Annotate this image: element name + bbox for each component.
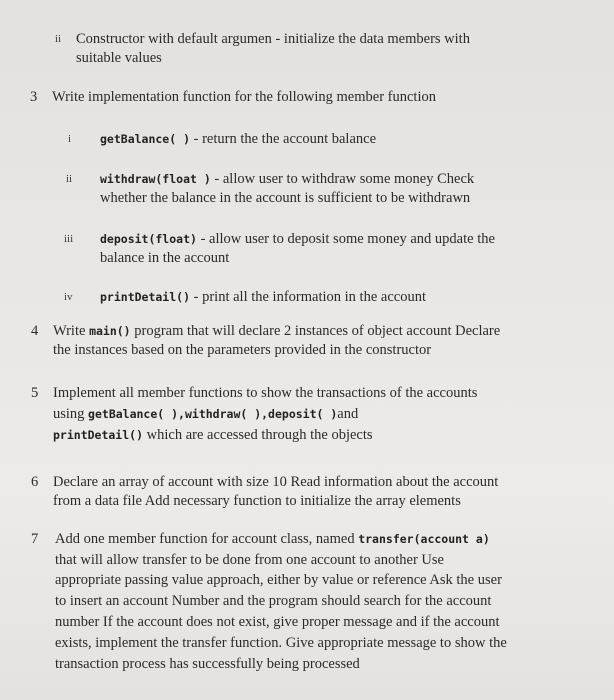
item7-line1-pre: Add one member function for account class, named (55, 531, 359, 547)
subitem-ii-text1: - allow user to withdraw some money Check (210, 171, 475, 187)
subitem-marker-ii: ii (66, 173, 73, 185)
item-number-5: 5 (31, 385, 39, 401)
item5-line2-pre: using (53, 406, 89, 422)
item5-line3-post: which are accessed through the objects (143, 427, 373, 443)
code-printdetail: printDetail() (100, 290, 191, 304)
subitem-marker-i: i (68, 133, 72, 145)
item3-text: Write implementation function for the following member function (52, 89, 436, 105)
item5-line3 (53, 426, 373, 445)
subitem-marker-iv: iv (64, 291, 73, 303)
item7-line6: exists, implement the transfer function. Give appropriate message to show the (55, 635, 507, 651)
item7-line5: number If the account does not exist, give proper message and if the account (55, 614, 500, 630)
code-member-functions: getBalance( ),withdraw( ),deposit( ) (88, 407, 338, 421)
item-number-7: 7 (31, 531, 39, 547)
item7-line4: to insert an account Number and the program should search for the account (55, 593, 492, 609)
item-number-3: 3 (30, 89, 38, 105)
subitem-iv-line (100, 288, 426, 307)
subitem-iii-line2: balance in the account (100, 250, 230, 266)
subitem-ii-line1 (100, 170, 474, 189)
code-withdraw: withdraw(float ) (100, 172, 211, 186)
subitem-i-line (100, 130, 376, 149)
item7-line7: transaction process has successfully being processed (55, 656, 360, 672)
code-getbalance: getBalance( ) (100, 132, 191, 146)
subitem-iii-text1: - allow user to deposit some money and update the (196, 231, 495, 247)
constructor-text-line2: suitable values (76, 50, 162, 66)
item7-line1 (55, 530, 490, 549)
item6-line2: from a data file Add necessary function to initialize the array elements (53, 493, 461, 509)
subitem-ii-line2: whether the balance in the account is sufficient to be withdrawn (100, 190, 471, 206)
subitem-i-text: - return the the account balance (190, 131, 377, 147)
item7-line3: appropriate passing value approach, either by value or reference Ask the user (55, 572, 502, 588)
item6-line1: Declare an array of account with size 10 Read information about the account (53, 474, 499, 490)
item4-line2: the instances based on the parameters provided in the constructor (53, 342, 432, 358)
code-transfer: transfer(account a) (358, 532, 490, 546)
item-marker-ii-constructor: ii (55, 33, 62, 45)
subitem-iii-line1 (100, 230, 495, 249)
subitem-iv-text: - print all the information in the account (190, 289, 426, 305)
item4-line1-post: program that will declare 2 instances of object account Declare (130, 323, 501, 339)
item-number-4: 4 (31, 323, 39, 339)
code-main: main() (89, 324, 131, 338)
item4-line1 (53, 322, 500, 341)
item7-line2: that will allow transfer to be done from one account to another Use (55, 552, 444, 568)
item5-line2-post: and (337, 406, 359, 422)
constructor-text-line1: Constructor with default argumen - initialize the data members with (76, 31, 470, 47)
item5-line1: Implement all member functions to show the transactions of the accounts (53, 385, 478, 401)
item4-pre: Write (53, 323, 90, 339)
item-number-6: 6 (31, 474, 39, 490)
subitem-marker-iii: iii (64, 233, 74, 245)
code-deposit: deposit(float) (100, 232, 197, 246)
code-printdetail-item5: printDetail() (53, 428, 144, 442)
item5-line2 (53, 405, 358, 424)
